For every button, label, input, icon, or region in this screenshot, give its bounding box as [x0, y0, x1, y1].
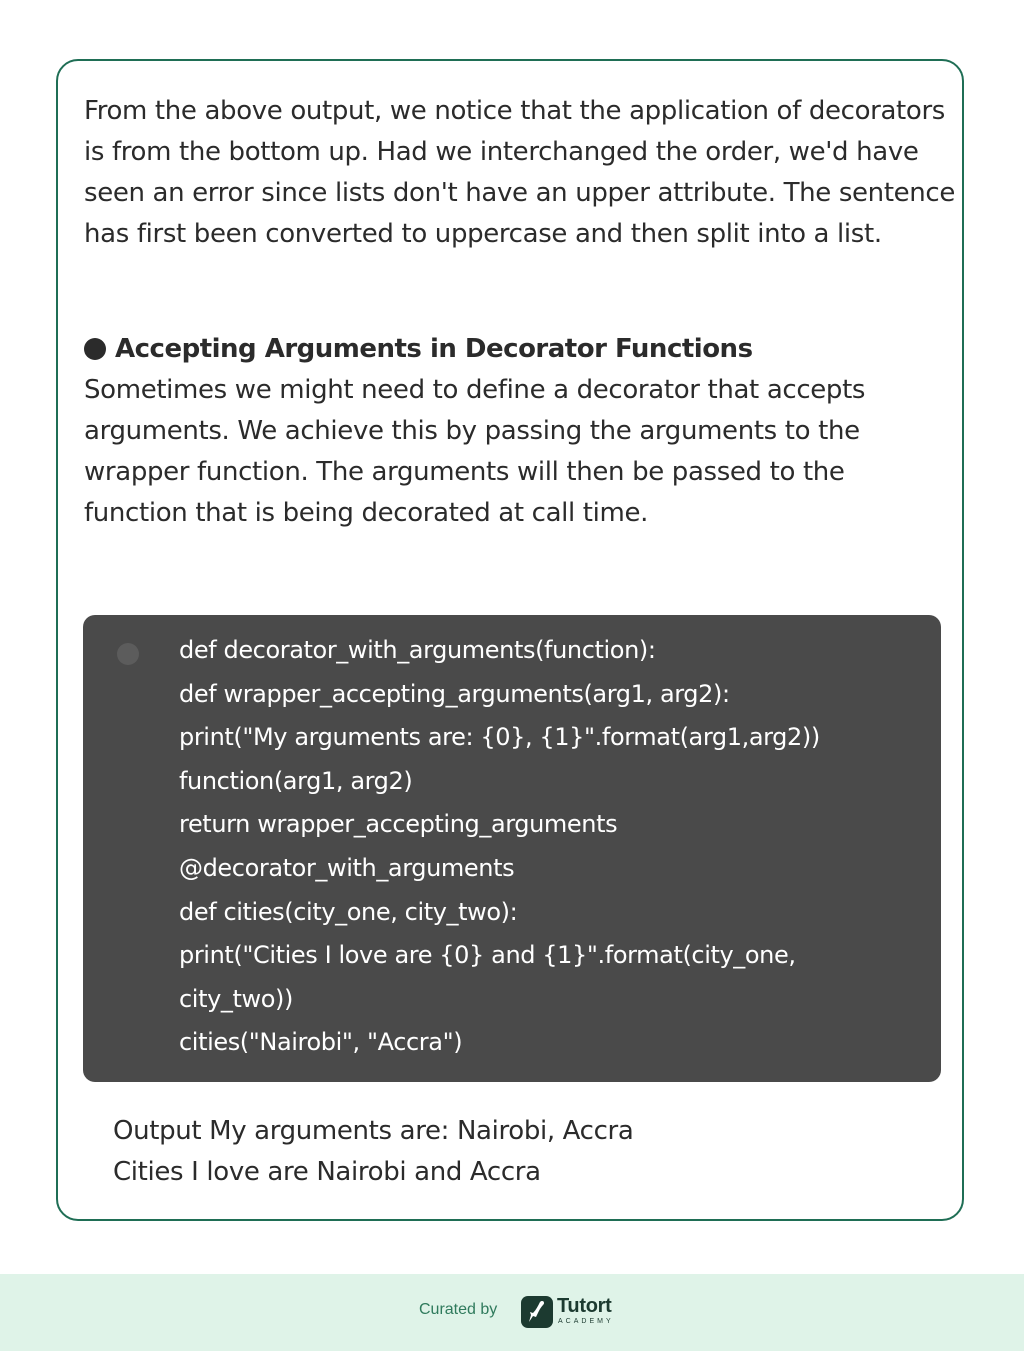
- code-line: print("My arguments are: {0}, {1}".format(arg1,arg2)): [179, 723, 820, 752]
- code-dot-icon: [117, 643, 139, 665]
- code-line: function(arg1, arg2): [179, 766, 413, 795]
- brand-subtitle: ACADEMY: [558, 1318, 614, 1325]
- output-text: [113, 1111, 633, 1193]
- bullet-icon: [84, 338, 106, 360]
- brand-name: Tutort: [557, 1295, 612, 1317]
- code-line: city_two)): [179, 984, 293, 1013]
- section-heading-text: Accepting Arguments in Decorator Functions: [115, 334, 753, 364]
- footer: [0, 1274, 1024, 1351]
- code-lines: [179, 629, 820, 1065]
- code-line: cities("Nairobi", "Accra"): [179, 1028, 463, 1057]
- output-line-2: Cities I love are Nairobi and Accra: [113, 1157, 541, 1187]
- intro-paragraph: From the above output, we notice that the application of decorators is from the bottom up. Had we interchanged the order, we'd have seen an error since lists don't have an upper attribute. The sentence has first been converted to uppercase and then split into a list.: [84, 96, 956, 249]
- output-line-1: Output My arguments are: Nairobi, Accra: [113, 1116, 634, 1146]
- curated-by-label: Curated by: [419, 1301, 498, 1318]
- code-line: def decorator_with_arguments(function):: [179, 636, 656, 664]
- section-heading: [84, 329, 753, 370]
- code-line: @decorator_with_arguments: [179, 853, 515, 882]
- code-line: def cities(city_one, city_two):: [179, 897, 518, 926]
- content-card: [56, 59, 964, 1221]
- section-body: Sometimes we might need to define a decorator that accepts arguments. We achieve this by passing the arguments to the wrapper function. The arguments will then be passed to the function that is being decorated at call time.: [84, 375, 866, 528]
- tutort-logo-icon: [521, 1296, 553, 1328]
- code-line: print("Cities I love are {0} and {1}".format(city_one,: [179, 941, 796, 970]
- code-block: [83, 615, 941, 1082]
- code-line: def wrapper_accepting_arguments(arg1, arg2):: [179, 679, 730, 708]
- code-line: return wrapper_accepting_arguments: [179, 810, 618, 839]
